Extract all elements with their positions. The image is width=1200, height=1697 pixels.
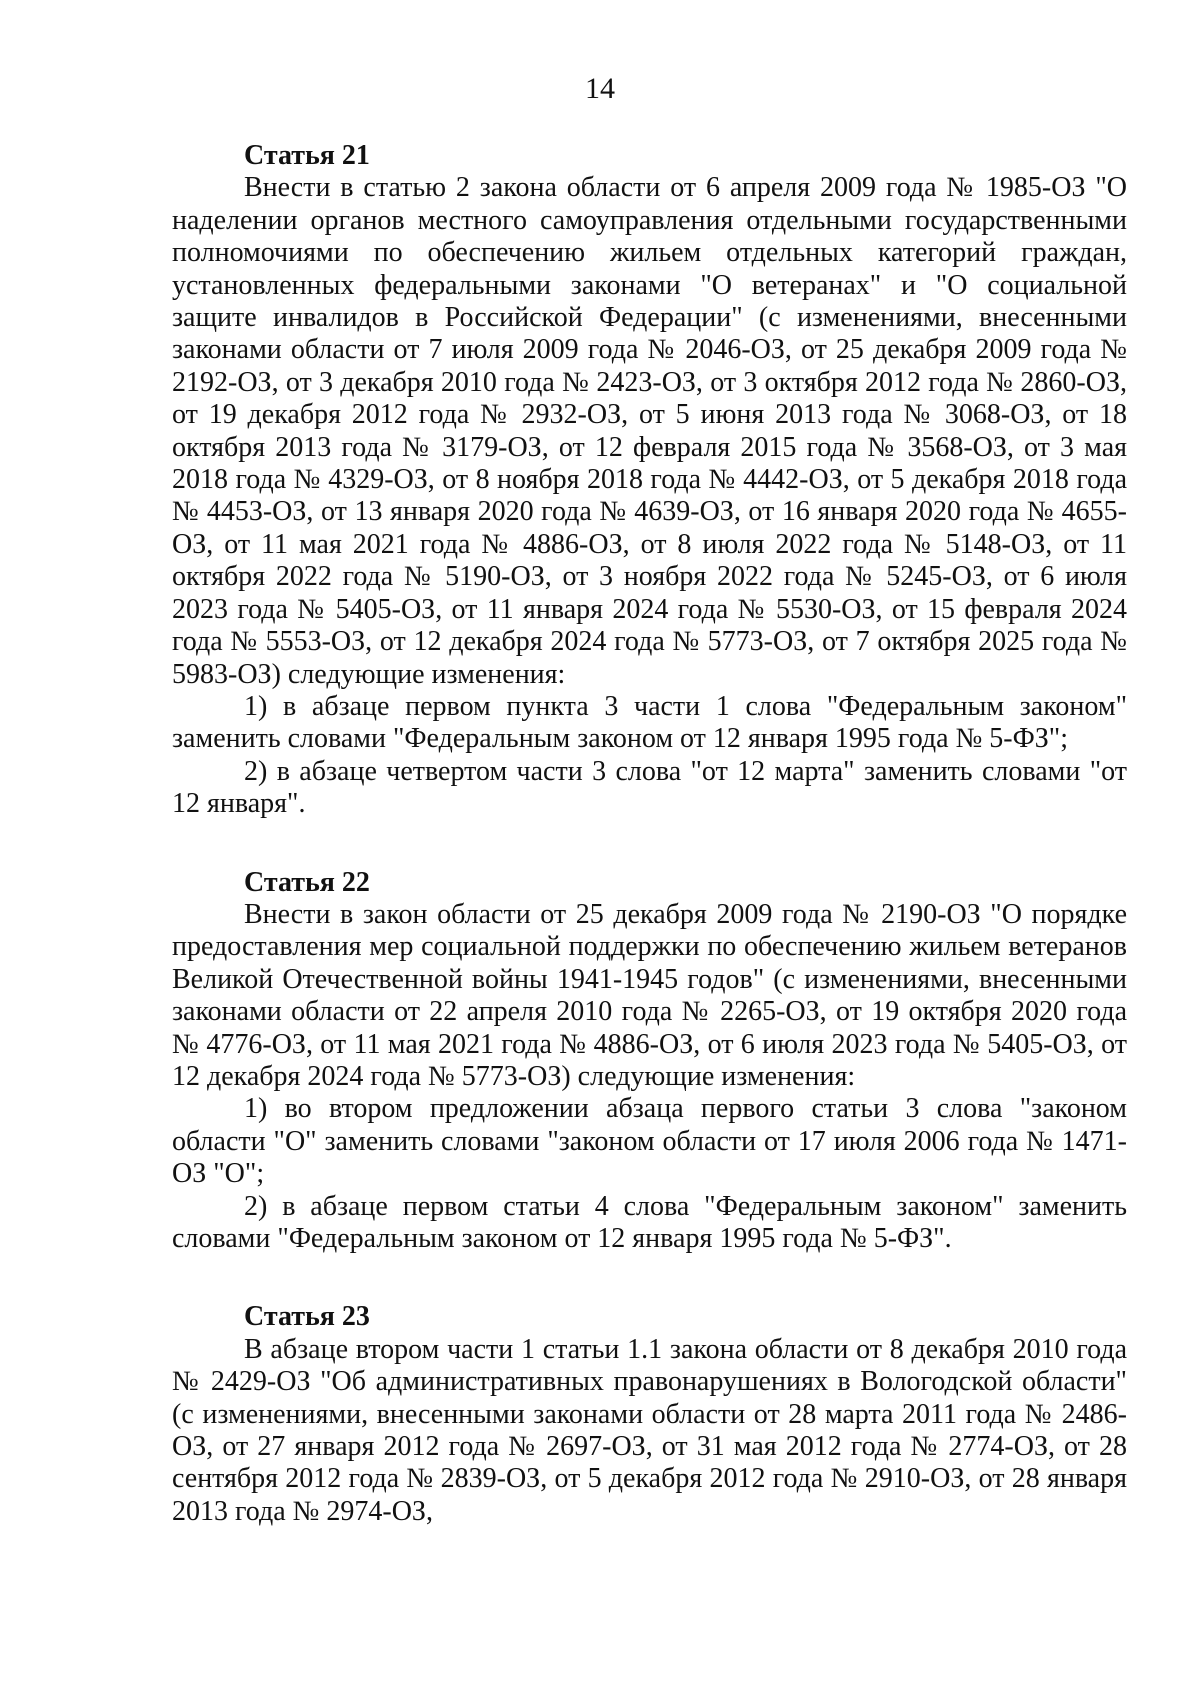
article-paragraph: Внести в закон области от 25 декабря 2009 года № 2190-ОЗ "О порядке предоставления мер социальной поддержки по обеспечению жильем ветеранов Великой Отечественной войны 1941-1945 годов" (с изменениями, внесенными законами области от 22 апреля 2010 года № 2265-ОЗ, от 19 октября 2020 года № 4776-ОЗ, от 11 мая 2021 года № 4886-ОЗ, от 6 июля 2023 года № 5405-ОЗ, от 12 декабря 2024 года № 5773-ОЗ) следующие изменения:: [172, 898, 1127, 1092]
article-heading: Статья 23: [244, 1301, 370, 1333]
article-paragraph: 1) в абзаце первом пункта 3 части 1 слова "Федеральным законом" заменить словами "Федеральным законом от 12 января 1995 года № 5-ФЗ";: [172, 690, 1127, 755]
article-paragraph: В абзаце втором части 1 статьи 1.1 закона области от 8 декабря 2010 года № 2429-ОЗ "Об административных правонарушениях в Вологодской области" (с изменениями, внесенными законами области от 28 марта 2011 года № 2486-ОЗ, от 27 января 2012 года № 2697-ОЗ, от 31 мая 2012 года № 2774-ОЗ, от 28 сентября 2012 года № 2839-ОЗ, от 5 декабря 2012 года № 2910-ОЗ, от 28 января 2013 года № 2974-ОЗ,: [172, 1333, 1127, 1527]
article-paragraph: 2) в абзаце первом статьи 4 слова "Федеральным законом" заменить словами "Федеральным законом от 12 января 1995 года № 5-ФЗ".: [172, 1190, 1127, 1254]
article-paragraph: 1) во втором предложении абзаца первого статьи 3 слова "законом области "О" заменить словами "законом области от 17 июля 2006 года № 1471-ОЗ "О";: [172, 1093, 1127, 1190]
article-heading: Статья 22: [244, 866, 370, 898]
article-heading: Статья 21: [244, 140, 370, 171]
article-paragraph: Внести в статью 2 закона области от 6 апреля 2009 года № 1985-ОЗ "О наделении органов местного самоуправления отдельными государственными полномочиями по обеспечению жильем отдельных категорий граждан, установленных федеральными законами "О ветеранах" и "О социальной защите инвалидов в Российской Федерации" (с изменениями, внесенными законами области от 7 июля 2009 года № 2046-ОЗ, от 25 декабря 2009 года № 2192-ОЗ, от 3 декабря 2010 года № 2423-ОЗ, от 3 октября 2012 года № 2860-ОЗ, от 19 декабря 2012 года № 2932-ОЗ, от 5 июня 2013 года № 3068-ОЗ, от 18 октября 2013 года № 3179-ОЗ, от 12 февраля 2015 года № 3568-ОЗ, от 3 мая 2018 года № 4329-ОЗ, от 8 ноября 2018 года № 4442-ОЗ, от 5 декабря 2018 года № 4453-ОЗ, от 13 января 2020 года № 4639-ОЗ, от 16 января 2020 года № 4655-ОЗ, от 11 мая 2021 года № 4886-ОЗ, от 8 июля 2022 года № 5148-ОЗ, от 11 октября 2022 года № 5190-ОЗ, от 3 ноября 2022 года № 5245-ОЗ, от 6 июля 2023 года № 5405-ОЗ, от 11 января 2024 года № 5530-ОЗ, от 15 февраля 2024 года № 5553-ОЗ, от 12 декабря 2024 года № 5773-ОЗ, от 7 октября 2025 года № 5983-ОЗ) следующие изменения:: [172, 172, 1127, 690]
document-body: [172, 140, 1127, 1574]
article-paragraph: 2) в абзаце четвертом части 3 слова "от 12 марта" заменить словами "от 12 января".: [172, 755, 1127, 820]
article-22: [172, 867, 1127, 1256]
article-21: [172, 140, 1127, 821]
article-23: [172, 1301, 1127, 1528]
page-number: 14: [585, 72, 615, 105]
